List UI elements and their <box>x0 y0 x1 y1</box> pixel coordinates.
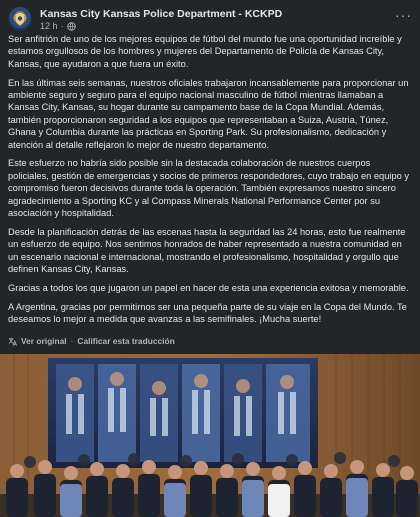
post-paragraph: Gracias a todos los que jugaron un papel en hacer de esta una experiencia exitosa y memorable. <box>8 282 409 293</box>
page-name[interactable]: Kansas City Kansas Police Department - KCKPD <box>40 8 283 20</box>
post-paragraph: Ser anfitrión de uno de los mejores equipos de fútbol del mundo fue una oportunidad increíble y estamos orgullosos de los hombres y mujeres del Departamento de Policía de Kansas City, Kansas, que ayudaron a que fuera un éxito. <box>8 34 402 69</box>
post-header <box>8 6 412 32</box>
translation-row <box>8 336 175 346</box>
more-options-icon[interactable]: ··· <box>395 7 412 23</box>
post-paragraph: En las últimas seis semanas, nuestros oficiales trabajaron incansablemente para proporcionar un ambiente seguro y seguro para el equipo nacional masculino de fútbol mientras llamaban a Kansas City, Kansas, su hogar durante su campamento base de la Copa Mundial. Además, también proporcionaron seguridad a los equipos que representaban a Suiza, Austria, Túnez, Ghana y Columbia durante las prácticas en Sporting Park. Su profesionalismo, dedicación y atención al detalle reflejaron lo mejor de nuestro departamento. <box>8 77 409 150</box>
team-photo-image <box>0 354 420 517</box>
translate-icon <box>8 337 17 346</box>
post-paragraph: Este esfuerzo no habría sido posible sin la destacada colaboración de nuestros cuerpos policiales, gestión de emergencias y socios de primeros respondedores, cuyo trabajo en equipo y compromiso fueron decisivos durante toda la operación. También expresamos nuestro sincero agradecimiento a Sporting KC y al Compass Minerals National Performance Center por su asociación y hospitalidad. <box>8 158 410 219</box>
post-photo[interactable] <box>0 354 420 517</box>
post-timestamp[interactable]: 12 h <box>40 21 58 31</box>
meta-separator: · <box>60 21 64 31</box>
post-meta <box>40 21 76 31</box>
rate-translation-link[interactable]: Calificar esta traducción <box>77 336 175 346</box>
post-paragraph: A Argentina, gracias por permitirnos ser una pequeña parte de su viaje en la Copa del Mundo. Te deseamos lo mejor a medida que avanzas a las semifinales. ¡Mucha suerte! <box>8 301 407 325</box>
post-body <box>8 33 412 332</box>
globe-icon <box>67 22 76 31</box>
post-paragraph: Desde la planificación detrás de las escenas hasta la seguridad las 24 horas, esto fue realmente un esfuerzo de equipo. Nos sentimos honrados de haber representado a nuestra comunidad en un escenario nacional e internacional, mostrando el profesionalismo, hospitalidad y orgullo que definen Kansas City, Kansas. <box>8 226 406 275</box>
translate-separator: · <box>70 336 74 346</box>
police-badge-icon <box>12 11 28 27</box>
page-avatar[interactable] <box>8 7 32 31</box>
see-original-link[interactable]: Ver original <box>21 336 67 346</box>
